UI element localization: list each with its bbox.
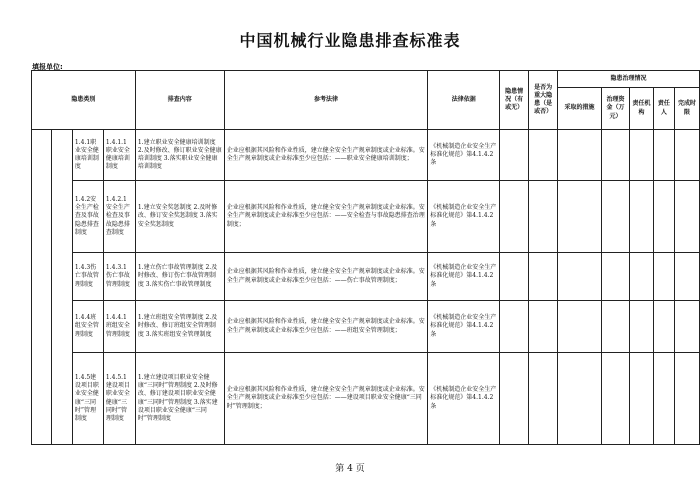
cell-org[interactable] (629, 301, 653, 353)
table-row (32, 253, 700, 301)
row-category: 1.4.2安全生产检查及事故隐患排查制度 (72, 181, 103, 253)
row-content: 1.建立伤亡事故管理制度 2.及时修改、修订伤亡事故管理制度 3.落实伤亡事故管理制度 (135, 253, 224, 301)
cell-person[interactable] (653, 130, 674, 181)
row-reference: 企业应根据其风险和作业性质，建立健全安全生产规章制度或企业标准。安全生产规章制度或企业标准至少应包括：——班组安全管理制度； (224, 301, 428, 353)
cell-measures[interactable] (558, 301, 602, 353)
cell-measures[interactable] (558, 181, 602, 253)
row-reference: 企业应根据其风险和作业性质，建立健全安全生产规章制度或企业标准。安全生产规章制度或企业标准至少应包括：——伤亡事故管理制度； (224, 253, 428, 301)
cell-org[interactable] (629, 253, 653, 301)
row-basis: 《机械制造企业安全生产标准化规范》第4.1.4.2条 (428, 130, 500, 181)
header-org: 责任机构 (629, 88, 653, 130)
cell-deadline[interactable] (674, 301, 699, 353)
cell-person[interactable] (653, 353, 674, 445)
table-row (32, 130, 700, 181)
row-subitem: 1.4.1.1职业安全健康培训制度 (103, 130, 135, 181)
header-major: 是否为重大隐患（是或否） (529, 71, 558, 130)
row-basis: 《机械制造企业安全生产标准化规范》第4.1.4.2条 (428, 301, 500, 353)
cell-funds[interactable] (602, 130, 630, 181)
table-row (32, 353, 700, 445)
row-content: 1.建立建设项目职业安全健康“三同时”管理制度 2.及时修改、修订建设项目职业安全健康“三同时”管理制度 3.落实建设项目职业安全健康“三同时”管理制度 (135, 353, 224, 445)
cell-funds[interactable] (602, 301, 630, 353)
hazard-checklist-table (31, 70, 700, 445)
page-title: 中国机械行业隐患排查标准表 (239, 31, 461, 50)
cell-measures[interactable] (558, 353, 602, 445)
cell-funds[interactable] (602, 253, 630, 301)
row-subitem: 1.4.4.1班组安全管理制度 (103, 301, 135, 353)
cell-situation[interactable] (500, 253, 529, 301)
cell-major[interactable] (529, 253, 558, 301)
cell-person[interactable] (653, 301, 674, 353)
header-category: 隐患类别 (32, 71, 136, 130)
row-basis: 《机械制造企业安全生产标准化规范》第4.1.4.2条 (428, 181, 500, 253)
table-row (32, 181, 700, 253)
cell-major[interactable] (529, 181, 558, 253)
cell-funds[interactable] (602, 181, 630, 253)
row-category: 1.4.4班组安全管理制度 (72, 301, 103, 353)
cell-situation[interactable] (500, 181, 529, 253)
cell-measures[interactable] (558, 130, 602, 181)
cell-deadline[interactable] (674, 181, 699, 253)
cell-org[interactable] (629, 130, 653, 181)
row-reference: 企业应根据其风险和作业性质，建立健全安全生产规章制度或企业标准。安全生产规章制度或企业标准至少应包括：——建设项目职业安全健康“三同时”管理制度； (224, 353, 428, 445)
cell-situation[interactable] (500, 301, 529, 353)
cell-funds[interactable] (602, 353, 630, 445)
header-measures: 采取的措施 (558, 88, 602, 130)
row-content: 1.建立安全奖惩制度 2.及时修改、修订安全奖惩制度 3.落实安全奖惩制度 (135, 181, 224, 253)
cell-deadline[interactable] (674, 253, 699, 301)
cell-org[interactable] (629, 181, 653, 253)
row-subitem: 1.4.3.1伤亡事故管理制度 (103, 253, 135, 301)
cell-major[interactable] (529, 130, 558, 181)
cell-person[interactable] (653, 253, 674, 301)
cell-situation[interactable] (500, 130, 529, 181)
header-person: 责任人 (653, 88, 674, 130)
header-deadline: 完成时限 (674, 88, 699, 130)
reporting-unit-label: 填报单位: (32, 63, 63, 71)
header-funds: 治理资金（万元） (602, 88, 630, 130)
row-subitem: 1.4.2.1安全生产检查及事故隐患排查制度 (103, 181, 135, 253)
cell-deadline[interactable] (674, 130, 699, 181)
row-category: 1.4.5建设项目职业安全健康“三同时”管理制度 (72, 353, 103, 445)
row-basis: 《机械制造企业安全生产标准化规范》第4.1.4.2条 (428, 253, 500, 301)
cell-org[interactable] (629, 353, 653, 445)
header-governance: 隐患治理情况 (558, 71, 700, 88)
header-reference: 参考法律 (224, 71, 428, 130)
cell-major[interactable] (529, 353, 558, 445)
cell-person[interactable] (653, 181, 674, 253)
page-number: 第 4 页 (335, 464, 365, 474)
header-situation: 隐患情况（有或无） (500, 71, 529, 130)
row-content: 1.建立班组安全管理制度 2.及时修改、修订班组安全管理制度 3.落实班组安全管理制度 (135, 301, 224, 353)
table-row (32, 301, 700, 353)
row-category: 1.4.1职业安全健康培训制度 (72, 130, 103, 181)
cell-deadline[interactable] (674, 353, 699, 445)
blank-cell (51, 130, 72, 445)
cell-measures[interactable] (558, 253, 602, 301)
blank-cell (32, 130, 52, 445)
header-item: 排查内容 (135, 71, 224, 130)
cell-major[interactable] (529, 301, 558, 353)
row-subitem: 1.4.5.1建设项目职业安全健康“三同时”管理制度 (103, 353, 135, 445)
row-reference: 企业应根据其风险和作业性质，建立健全安全生产规章制度或企业标准。安全生产规章制度或企业标准至少应包括：——安全检查与事故隐患排查治理制度； (224, 181, 428, 253)
row-basis: 《机械制造企业安全生产标准化规范》第4.1.4.2条 (428, 353, 500, 445)
cell-situation[interactable] (500, 353, 529, 445)
row-reference: 企业应根据其风险和作业性质，建立健全安全生产规章制度或企业标准。安全生产规章制度或企业标准至少应包括：——职业安全健康培训制度； (224, 130, 428, 181)
header-basis: 法律依据 (428, 71, 500, 130)
row-category: 1.4.3伤亡事故管理制度 (72, 253, 103, 301)
row-content: 1.建立职业安全健康培训制度 2.及时修改、修订职业安全健康培训制度 3.落实职业安全健康培训制度 (135, 130, 224, 181)
